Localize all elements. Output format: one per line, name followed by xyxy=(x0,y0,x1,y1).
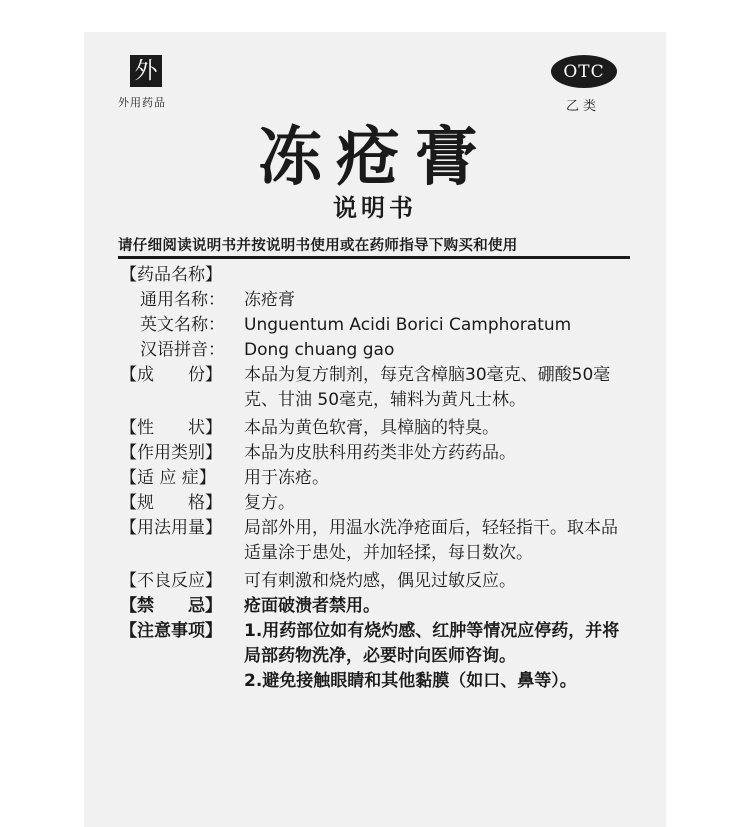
section-usage xyxy=(120,516,660,566)
section-value: 本品为复方制剂，每克含樟脑30毫克、硼酸50毫克、甘油 50毫克，辅料为黄凡士林。 xyxy=(244,365,611,410)
leaflet-page xyxy=(84,32,666,827)
external-use-mark: 外 xyxy=(130,55,162,87)
section-value: 本品为皮肤科用药类非处方药药品。 xyxy=(244,443,516,463)
leaflet-body xyxy=(120,263,660,694)
usage-notice: 请仔细阅读说明书并按说明书使用或在药师指导下购买和使用 xyxy=(118,238,518,254)
page-title: 冻疮膏 xyxy=(258,121,492,195)
section-value: 可有刺激和烧灼感，偶见过敏反应。 xyxy=(244,571,516,591)
otc-text: OTC xyxy=(563,61,605,82)
section-label: 【药品名称】 xyxy=(120,265,222,285)
section-drug-name xyxy=(120,263,660,288)
field-value: 冻疮膏 xyxy=(244,290,295,310)
row-english-name xyxy=(120,313,660,338)
section-properties xyxy=(120,416,660,441)
row-precaution-2 xyxy=(120,669,660,694)
section-label: 【禁 忌】 xyxy=(120,596,222,616)
row-generic-name xyxy=(120,288,660,313)
section-ingredients xyxy=(120,363,660,413)
section-label: 【性 状】 xyxy=(120,418,222,438)
section-label: 【作用类别】 xyxy=(120,443,222,463)
section-label: 【用法用量】 xyxy=(120,518,222,538)
section-label: 【规 格】 xyxy=(120,493,222,513)
section-adverse-reactions xyxy=(120,569,660,594)
section-label: 【注意事项】 xyxy=(120,621,222,641)
section-label-spacer xyxy=(120,669,244,694)
field-value: Dong chuang gao xyxy=(244,340,395,360)
section-indication xyxy=(120,466,660,491)
page-subtitle: 说明书 xyxy=(333,194,417,222)
field-value: Unguentum Acidi Borici Camphoratum xyxy=(244,315,572,335)
section-specification xyxy=(120,491,660,516)
section-label: 【适 应 症】 xyxy=(120,468,216,488)
field-label: 英文名称： xyxy=(140,315,225,335)
section-value: 2.避免接触眼睛和其他黏膜（如口、鼻等）。 xyxy=(244,671,577,691)
section-precautions xyxy=(120,619,660,669)
section-label: 【不良反应】 xyxy=(120,571,222,591)
section-contraindications xyxy=(120,594,660,619)
section-value: 本品为黄色软膏，具樟脑的特臭。 xyxy=(244,418,499,438)
section-label: 【成 份】 xyxy=(120,365,222,385)
field-label: 汉语拼音： xyxy=(140,340,225,360)
section-value: 1.用药部位如有烧灼感、红肿等情况应停药，并将局部药物洗净，必要时向医师咨询。 xyxy=(244,621,620,666)
section-value: 疮面破溃者禁用。 xyxy=(244,596,380,616)
section-value: 复方。 xyxy=(244,493,295,513)
otc-logo xyxy=(551,55,617,88)
divider-rule xyxy=(118,256,630,259)
field-label: 通用名称： xyxy=(140,290,225,310)
otc-class-label: 乙类 xyxy=(566,99,601,114)
section-category xyxy=(120,441,660,466)
external-use-label: 外用药品 xyxy=(118,96,166,109)
row-pinyin xyxy=(120,338,660,363)
section-value: 局部外用，用温水洗净疮面后，轻轻指干。取本品适量涂于患处，并加轻揉，每日数次。 xyxy=(244,518,618,563)
section-value: 用于冻疮。 xyxy=(244,468,329,488)
